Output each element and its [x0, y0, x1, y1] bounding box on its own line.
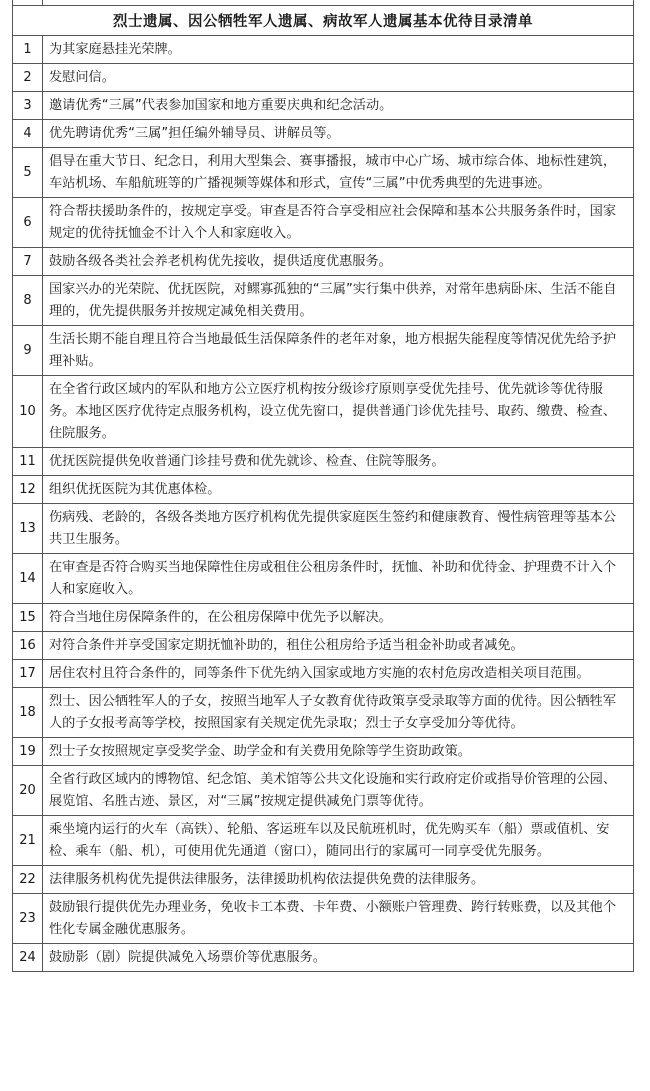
row-number: 7: [13, 248, 43, 276]
table-row: [13, 120, 634, 148]
table-row: [13, 660, 634, 688]
row-number: 19: [13, 738, 43, 766]
row-number: 1: [13, 36, 43, 64]
table-row: [13, 866, 634, 894]
row-text: 组织优抚医院为其优惠体检。: [43, 476, 634, 504]
row-text: 居住农村且符合条件的，同等条件下优先纳入国家或地方实施的农村危房改造相关项目范围。: [43, 660, 634, 688]
row-text: 生活长期不能自理且符合当地最低生活保障条件的老年对象，地方根据失能程度等情况优先给予护理补贴。: [43, 326, 634, 376]
row-number: 11: [13, 448, 43, 476]
row-number: 18: [13, 688, 43, 738]
table-row: [13, 604, 634, 632]
row-text: 鼓励影（剧）院提供减免入场票价等优惠服务。: [43, 944, 634, 972]
benefits-table: [12, 0, 634, 972]
row-number: 20: [13, 766, 43, 816]
row-number: 5: [13, 148, 43, 198]
table-title: 烈士遗属、因公牺牲军人遗属、病故军人遗属基本优待目录清单: [13, 6, 634, 36]
row-text: 优抚医院提供免收普通门诊挂号费和优先就诊、检查、住院等服务。: [43, 448, 634, 476]
table-row: [13, 248, 634, 276]
row-number: 12: [13, 476, 43, 504]
row-text: 鼓励银行提供优先办理业务，免收卡工本费、卡年费、小额账户管理费、跨行转账费，以及其他个性化专属金融优惠服务。: [43, 894, 634, 944]
table-row: [13, 476, 634, 504]
table-row: [13, 64, 634, 92]
table-row: [13, 816, 634, 866]
table-row: [13, 554, 634, 604]
table-row: [13, 448, 634, 476]
row-number: 6: [13, 198, 43, 248]
row-number: 17: [13, 660, 43, 688]
row-number: 4: [13, 120, 43, 148]
table-row: [13, 944, 634, 972]
row-text: 烈士、因公牺牲军人的子女，按照当地军人子女教育优待政策享受录取等方面的优待。因公牺牲军人的子女报考高等学校，按照国家有关规定优先录取；烈士子女享受加分等优待。: [43, 688, 634, 738]
row-text: 倡导在重大节日、纪念日，利用大型集会、赛事播报，城市中心广场、城市综合体、地标性建筑，车站机场、车船航班等的广播视频等媒体和形式，宣传“三属”中优秀典型的先进事迹。: [43, 148, 634, 198]
row-text: 为其家庭悬挂光荣牌。: [43, 36, 634, 64]
row-text: 邀请优秀“三属”代表参加国家和地方重要庆典和纪念活动。: [43, 92, 634, 120]
table-row: [13, 894, 634, 944]
table-row: [13, 326, 634, 376]
row-text: 在全省行政区域内的军队和地方公立医疗机构按分级诊疗原则享受优先挂号、优先就诊等优待服务。本地区医疗优待定点服务机构，设立优先窗口，提供普通门诊优先挂号、取药、缴费、检查、住院服务。: [43, 376, 634, 448]
row-text: 法律服务机构优先提供法律服务，法律援助机构依法提供免费的法律服务。: [43, 866, 634, 894]
row-text: 乘坐境内运行的火车（高铁）、轮船、客运班车以及民航班机时，优先购买车（船）票或值机、安检、乘车（船、机），可使用优先通道（窗口），随同出行的家属可一同享受优先服务。: [43, 816, 634, 866]
row-number: 14: [13, 554, 43, 604]
row-number: 8: [13, 276, 43, 326]
row-text: 符合当地住房保障条件的，在公租房保障中优先予以解决。: [43, 604, 634, 632]
row-number: 15: [13, 604, 43, 632]
row-number: 3: [13, 92, 43, 120]
row-number: 9: [13, 326, 43, 376]
row-text: 优先聘请优秀“三属”担任编外辅导员、讲解员等。: [43, 120, 634, 148]
row-text: 伤病残、老龄的，各级各类地方医疗机构优先提供家庭医生签约和健康教育、慢性病管理等基本公共卫生服务。: [43, 504, 634, 554]
row-text: 在审查是否符合购买当地保障性住房或租住公租房条件时，抚恤、补助和优待金、护理费不计入个人和家庭收入。: [43, 554, 634, 604]
row-number: 23: [13, 894, 43, 944]
row-number: 24: [13, 944, 43, 972]
table-row: [13, 766, 634, 816]
table-row: [13, 36, 634, 64]
row-number: 10: [13, 376, 43, 448]
table-row: [13, 276, 634, 326]
table-row: [13, 198, 634, 248]
table-row: [13, 632, 634, 660]
table-row: [13, 688, 634, 738]
row-text: 国家兴办的光荣院、优抚医院，对鳏寡孤独的“三属”实行集中供养，对常年患病卧床、生活不能自理的，优先提供服务并按规定减免相关费用。: [43, 276, 634, 326]
row-number: 22: [13, 866, 43, 894]
row-number: 13: [13, 504, 43, 554]
table-row: [13, 504, 634, 554]
row-number: 2: [13, 64, 43, 92]
row-text: 全省行政区域内的博物馆、纪念馆、美术馆等公共文化设施和实行政府定价或指导价管理的公园、展览馆、名胜古迹、景区，对“三属”按规定提供减免门票等优待。: [43, 766, 634, 816]
row-text: 对符合条件并享受国家定期抚恤补助的，租住公租房给予适当租金补助或者减免。: [43, 632, 634, 660]
table-row: [13, 92, 634, 120]
table-row: [13, 738, 634, 766]
row-text: 符合帮扶援助条件的，按规定享受。审查是否符合享受相应社会保障和基本公共服务条件时，国家规定的优待抚恤金不计入个人和家庭收入。: [43, 198, 634, 248]
row-text: 烈士子女按照规定享受奖学金、助学金和有关费用免除等学生资助政策。: [43, 738, 634, 766]
row-text: 鼓励各级各类社会养老机构优先接收，提供适度优惠服务。: [43, 248, 634, 276]
row-text: 发慰问信。: [43, 64, 634, 92]
table-row: [13, 376, 634, 448]
table-title-row: [13, 6, 634, 36]
row-number: 21: [13, 816, 43, 866]
table-row: [13, 148, 634, 198]
row-number: 16: [13, 632, 43, 660]
